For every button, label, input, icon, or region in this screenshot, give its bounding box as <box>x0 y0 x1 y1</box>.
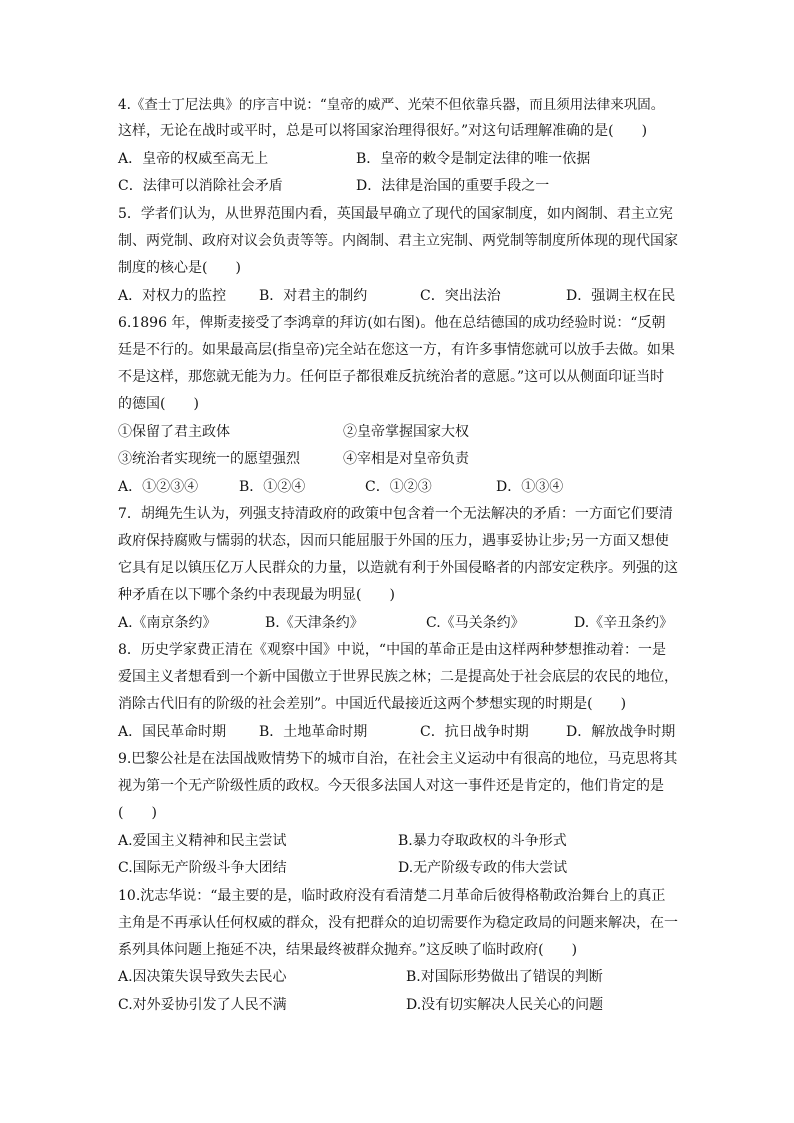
q6-statement-2: ②皇帝掌握国家大权 <box>343 424 469 440</box>
q6-statement-4: ④宰相是对皇帝负责 <box>343 451 469 467</box>
q6-option-c[interactable]: C．①②③ <box>365 479 432 495</box>
q7-stem-line-3: 它具有足以镇压亿万人民群众的力量，以造就有利于外国侵略者的内部安定秩序。列强的这 <box>118 560 678 576</box>
q10-option-b[interactable]: B.对国际形势做出了错误的判断 <box>406 969 603 985</box>
q7-stem-line-1: 7．胡绳先生认为，列强支持清政府的政策中包含着一个无法解决的矛盾：一方面它们要清 <box>118 506 673 522</box>
q7-stem-line-4: 种矛盾在以下哪个条约中表现最为明显( ) <box>118 587 395 603</box>
q6-option-d[interactable]: D．①③④ <box>496 479 564 495</box>
q8-option-c[interactable]: C．抗日战争时期 <box>420 724 529 740</box>
q4-stem-line-1: 4.《查士丁尼法典》的序言中说：“皇帝的威严、光荣不但依靠兵器，而且须用法律来巩固。 <box>118 97 665 113</box>
q7-stem-line-2: 政府保持腐败与懦弱的状态，因而只能屈服于外国的压力，遇事妥协让步;另一方面又想使 <box>118 533 669 549</box>
q6-option-a[interactable]: A．①②③④ <box>118 479 199 495</box>
q7-option-c[interactable]: C.《马关条约》 <box>426 615 525 631</box>
q6-statement-3: ③统治者实现统一的愿望强烈 <box>118 451 300 467</box>
q7-option-d[interactable]: D.《辛丑条约》 <box>574 615 674 631</box>
q8-option-a[interactable]: A．国民革命时期 <box>118 724 227 740</box>
q9-stem-line-3: ( ) <box>118 805 157 821</box>
q8-option-b[interactable]: B．土地革命时期 <box>259 724 368 740</box>
q6-stem-line-4: 的德国( ) <box>118 396 199 412</box>
q4-option-b[interactable]: B．皇帝的敕令是制定法律的唯一依据 <box>356 151 591 167</box>
q9-stem-line-2: 视为第一个无产阶级性质的政权。今天很多法国人对这一事件还是肯定的，他们肯定的是 <box>118 778 664 794</box>
q6-stem-line-2: 廷是不行的。如果最高层(指皇帝)完全站在您这一方，有许多事情您就可以放手去做。如果 <box>118 342 675 358</box>
q5-option-c[interactable]: C．突出法治 <box>420 288 501 304</box>
q5-stem-line-3: 制度的核心是( ) <box>118 260 241 276</box>
q5-option-b[interactable]: B．对君主的制约 <box>259 288 368 304</box>
q10-stem-line-2: 主角是不再承认任何权威的群众，没有把群众的迫切需要作为稳定政局的问题来解决，在一 <box>118 915 678 931</box>
q5-stem-line-1: 5．学者们认为，从世界范围内看，英国最早确立了现代的国家制度，如内阁制、君主立宪 <box>118 206 673 222</box>
q4-option-a[interactable]: A．皇帝的权威至高无上 <box>118 151 269 167</box>
q9-option-b[interactable]: B.暴力夺取政权的斗争形式 <box>398 833 567 849</box>
q6-statement-1: ①保留了君主政体 <box>118 424 230 440</box>
q5-option-d[interactable]: D．强调主权在民 <box>566 288 676 304</box>
q10-stem-line-3: 系列具体问题上拖延不决，结果最终被群众抛弃。”这反映了临时政府( ) <box>118 942 578 958</box>
q7-option-b[interactable]: B.《天津条约》 <box>265 615 364 631</box>
q10-option-c[interactable]: C.对外妥协引发了人民不满 <box>118 997 287 1013</box>
q10-stem-line-1: 10.沈志华说：“最主要的是，临时政府没有看清楚二月革命后彼得格勒政治舞台上的真正 <box>118 888 666 904</box>
q4-option-d[interactable]: D．法律是治国的重要手段之一 <box>356 178 550 194</box>
q9-option-c[interactable]: C.国际无产阶级斗争大团结 <box>118 860 287 876</box>
q8-option-d[interactable]: D．解放战争时期 <box>566 724 676 740</box>
q9-option-d[interactable]: D.无产阶级专政的伟大尝试 <box>398 860 568 876</box>
q9-option-a[interactable]: A.爱国主义精神和民主尝试 <box>118 833 287 849</box>
q5-option-a[interactable]: A．对权力的监控 <box>118 288 227 304</box>
q6-stem-line-3: 不是这样，那您就无能为力。任何臣子都很难反抗统治者的意愿。”这可以从侧面印证当时 <box>118 369 665 385</box>
q9-stem-line-1: 9.巴黎公社是在法国战败情势下的城市自治，在社会主义运动中有很高的地位，马克思将其 <box>118 751 678 767</box>
q6-stem-line-1: 6.1896 年，俾斯麦接受了李鸿章的拜访(如右图)。他在总结德国的成功经验时说：“反朝 <box>118 315 666 331</box>
q10-option-a[interactable]: A.因决策失误导致失去民心 <box>118 969 287 985</box>
q7-option-a[interactable]: A.《南京条约》 <box>118 615 217 631</box>
q8-stem-line-3: 消除古代旧有的阶级的社会差别”。中国近代最接近这两个梦想实现的时期是( ) <box>118 696 627 712</box>
q8-stem-line-2: 爱国主义者想看到一个新中国傲立于世界民族之林；二是提高处于社会底层的农民的地位， <box>118 669 678 685</box>
q6-option-b[interactable]: B．①②④ <box>239 479 306 495</box>
q4-stem-line-2: 这样，无论在战时或平时，总是可以将国家治理得很好。”对这句话理解准确的是( ) <box>118 123 648 139</box>
q5-stem-line-2: 制、两党制、政府对议会负责等等。内阁制、君主立宪制、两党制等制度所体现的现代国家 <box>118 233 678 249</box>
q10-option-d[interactable]: D.没有切实解决人民关心的问题 <box>406 997 604 1013</box>
q4-option-c[interactable]: C．法律可以消除社会矛盾 <box>118 178 283 194</box>
q8-stem-line-1: 8．历史学家费正清在《观察中国》中说，“中国的革命正是由这样两种梦想推动着：一是 <box>118 642 667 658</box>
